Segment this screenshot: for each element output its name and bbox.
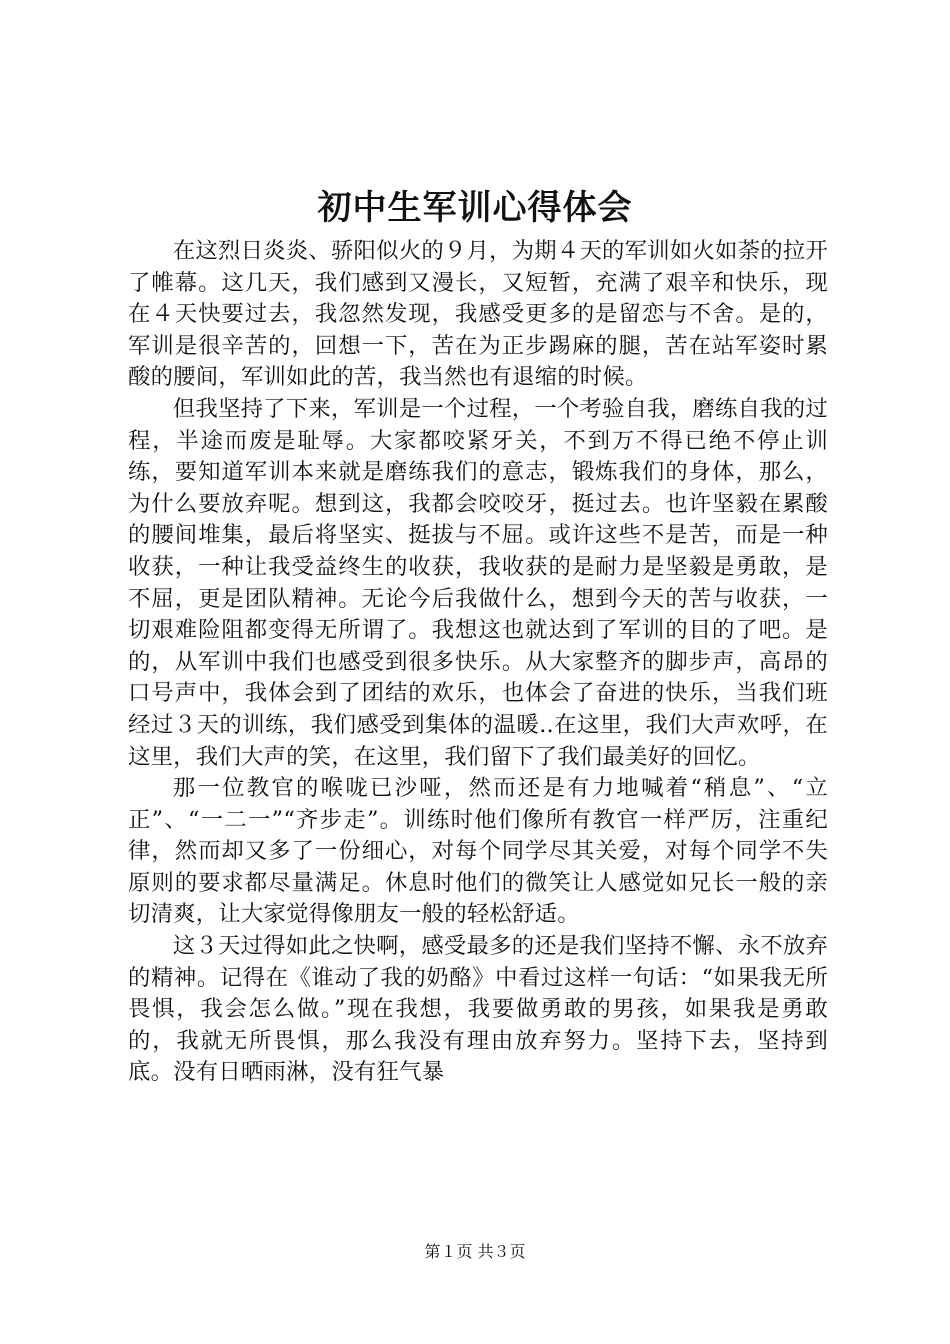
paragraph-3: 那一位教官的喉咙已沙哑，然而还是有力地喊着“稍息”、“立正”、“一二一”“齐步走”。训练时他们像所有教官一样严厉，注重纪律，然而却又多了一份细心，对每个同学尽其关爱，对每个同学不失原则的要求都尽量满足。休息时他们的微笑让人感觉如兄长一般的亲切清爽，让大家觉得像朋友一般的轻松舒适。: [128, 775, 828, 928]
paragraph-1: 在这烈日炎炎、骄阳似火的９月，为期４天的军训如火如荼的拉开了帷幕。这几天，我们感到又漫长，又短暂，充满了艰辛和快乐，现在４天快要过去，我忽然发现，我感受更多的是留恋与不舍。是的，军训是很辛苦的，回想一下，苦在为正步踢麻的腿，苦在站军姿时累酸的腰间，军训如此的苦，我当然也有退缩的时候。: [128, 238, 828, 391]
paragraph-2: 但我坚持了下来，军训是一个过程，一个考验自我，磨练自我的过程，半途而废是耻辱。大家都咬紧牙关，不到万不得已绝不停止训练，要知道军训本来就是磨练我们的意志，锻炼我们的身体，那么，为什么要放弃呢。想到这，我都会咬咬牙，挺过去。也许坚毅在累酸的腰间堆集，最后将坚实、挺拔与不屈。或许这些不是苦，而是一种收获，一种让我受益终生的收获，我收获的是耐力是坚毅是勇敢，是不屈，更是团队精神。无论今后我做什么，想到今天的苦与收获，一切艰难险阻都变得无所谓了。我想这也就达到了军训的目的了吧。是的，从军训中我们也感受到很多快乐。从大家整齐的脚步声，高昂的口号声中，我体会到了团结的欢乐，也体会了奋进的快乐，当我们班经过３天的训练，我们感受到集体的温暖..在这里，我们大声欢呼，在这里，我们大声的笑，在这里，我们留下了我们最美好的回忆。: [128, 395, 828, 770]
document-body: [128, 236, 828, 1089]
document-title: 初中生军训心得体会: [317, 188, 633, 228]
page-number-footer: 第１页 共３页: [424, 1242, 526, 1261]
paragraph-4: 这３天过得如此之快啊，感受最多的还是我们坚持不懈、永不放弃的精神。记得在《谁动了我的奶酪》中看过这样一句话：“如果我无所畏惧，我会怎么做。”现在我想，我要做勇敢的男孩，如果我是勇敢的，我就无所畏惧，那么我没有理由放弃努力。坚持下去，坚持到底。没有日晒雨淋，没有狂气暴: [128, 933, 828, 1086]
